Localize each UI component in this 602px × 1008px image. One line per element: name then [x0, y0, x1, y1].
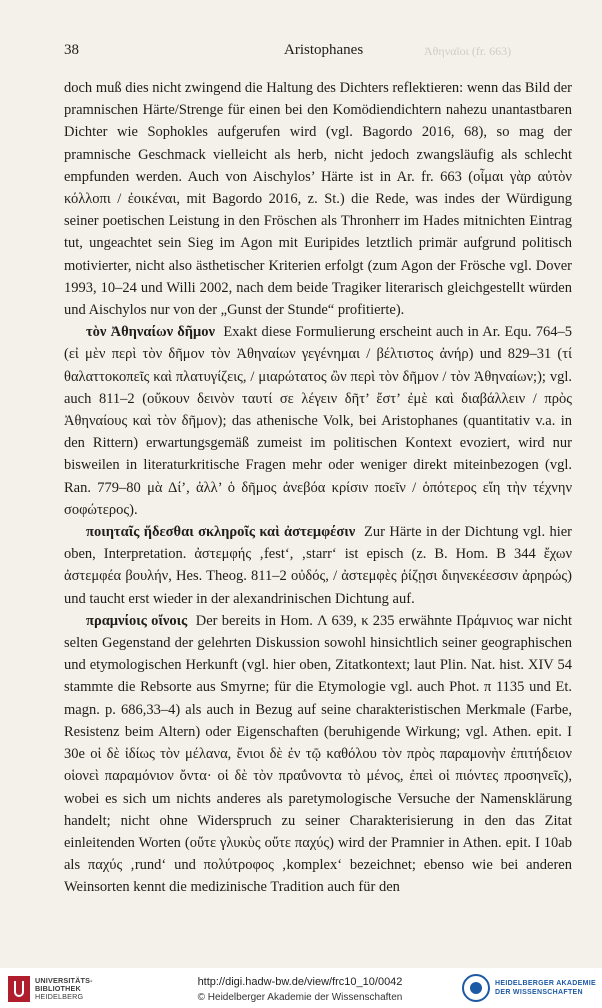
running-head: Aristophanes: [284, 42, 364, 58]
logo-line: HEIDELBERGER AKADEMIE: [495, 980, 596, 987]
lemma: πραμνίοις οἴνοις: [86, 612, 188, 629]
logo-line: UNIVERSITÄTS-: [35, 976, 93, 985]
university-library-logo[interactable]: [8, 974, 118, 1004]
show-through-text: Ἀθηναῖοι (fr. 663): [424, 44, 512, 58]
logo-line: DER WISSENSCHAFTEN: [495, 989, 583, 996]
academy-logo[interactable]: [462, 972, 598, 1004]
paragraph: [64, 521, 572, 610]
logo-line: BIBLIOTHEK: [35, 984, 81, 993]
page-number: 38: [64, 42, 79, 58]
paragraph-text: Der bereits in Hom. Λ 639, κ 235 erwähnte Πράμνιος war nicht selten Gegenstand der gelehrten Diskussion sowohl hinsichtlich seiner geographischen und etymologischen Herkunft (vgl. hier oben, Zitatkontext; laut Plin. Nat. hist. XIV 54 stammte die Rebsorte aus Smyrne; für die Etymologie vgl. auch Phot. π 1135 und Et. magn. p. 686,33–4) als auch in Bezug auf seine charakteristischen Merkmale (Farbe, Resistenz beim Altern) oder Eigenschaften (beruhigende Wirkung; vgl. Athen. epit. I 30e οἱ δὲ ἰδίως τὸν μέλανα, ἔνιοι δὲ ἐν τῷ καθόλου τὸν πρὸς παραμονὴν ἐπιτήδειον οἱονεὶ παραμόνιον ὄντα· οἱ δὲ τὸν πραΰνοντα τὸ μένος, ἐπεὶ οἱ πιόντες προσηνεῖς), wobei es sich um nichts anderes als paretymologische Versuche der Namensklärung handelt; nicht ohne Widerspruch zu seiner Charakterisierung in den das Zitat einleitenden Worten (οὔτε γλυκὺς οὔτε παχύς) wird der Pramnier in Athen. epit. I 10ab als παχύς ‚rund‘ und πολύτροφος ‚komplex‘ bezeichnet; ebenso wie bei anderen Weinsorten kennt die medizinische Tradition auch für den: [64, 612, 572, 896]
paragraph: [64, 77, 572, 321]
permalink[interactable]: http://digi.hadw-bw.de/view/frc10_10/0042: [197, 976, 403, 988]
paragraph-text: Zur Härte in der Dichtung vgl. hier oben, Interpretation. ἀστεμφής ‚fest‘, ‚starr‘ ist episch (z. B. Hom. B 344 ἔχων ἀστεμφέα βουλήν, Hes. Theog. 811–2 οὐδός, / ἀστεμφὲς ῥίζῃσι διηνεκέεσσιν ἀρηρώς) und taucht erst wieder in der alexandrinischen Dichtung auf.: [64, 524, 573, 607]
logo-line: HEIDELBERG: [35, 992, 84, 1001]
paragraph: [64, 610, 572, 899]
page-header: [64, 42, 574, 62]
ub-seal-icon: [8, 976, 30, 1002]
viewer-footer: [0, 968, 602, 1008]
paragraph: [64, 321, 572, 521]
lemma: ποιηταῖς ἥδεσθαι σκληροῖς καὶ ἀστεμφέσιν: [86, 524, 356, 541]
lemma: τὸν Ἀθηναίων δῆμον: [86, 324, 215, 341]
academy-seal-icon: [462, 974, 490, 1002]
commentary-text: [64, 77, 572, 899]
paragraph-text: doch muß dies nicht zwingend die Haltung des Dichters reflektieren: wenn das Bild der pramnischen Härte/Strenge für einen bei den Komödiendichtern nahezu unantastbaren Dichter wie Sophokles aufgerufen wird (vgl. Bagordo 2016, 68), so mag der pramnische Geschmack vielleicht als herb, nicht jedoch zwangsläufig als schlecht empfunden werden. Auch von Aischylos’ Härte ist in Ar. fr. 663 (οἶμαι γὰρ αὐτὸν κόλλοπι / ἐοικέναι, mit Bagordo 2016, z. St.) die Rede, was indes der Würdigung seiner poetischen Leistung in den Fröschen als Thronherr im Hades mitnichten Eintrag tut, ungeachtet sein Sieg im Agon mit Euripides letztlich primär aufgrund politisch motivierter, nicht also ästhetischer Kriterien erfolgt (zum Agon der Frösche vgl. Dover 1993, 10–24 und Willi 2002, nach dem beide Tragiker literarisch gleichgestellt würden und Aischylos nur von der „Gunst der Stunde“ profitierte).: [64, 80, 572, 319]
copyright-notice: © Heidelberger Akademie der Wissenschaften: [197, 992, 403, 1003]
paragraph-text: Exakt diese Formulierung erscheint auch in Ar. Equ. 764–5 (εἰ μὲν περὶ τὸν δῆμον τὸν Ἀθηναίων γεγένημαι / βέλτιστος ἀνήρ) und 829–31 (τί θαλαττοκοπεῖς καὶ πλατυγίζεις, / μιαρώτατος ὢν περὶ τὸν δῆμον / τὸν Ἀθηναίων;); vgl. auch 811–2 (οὔκουν δεινὸν ταυτί σε λέγειν δῆτ’ ἔστ’ ἐμὲ καὶ διαβάλλειν / πρὸς Ἀθηναίους καὶ τὸν δῆμον); das athenische Volk, bei Aristophanes (quantitativ v.a. in den Rittern) erwartungsgemäß zumeist im politischen Kontext evoziert, wird nur bisweilen in literaturkritische Fragen mehr oder weniger direkt miteinbezogen (vgl. Ran. 779–80 μὰ Δί’, ἀλλ’ ὁ δῆμος ἀνεβόα κρίσιν ποεῖν / ὁπότερος εἴη τὴν τέχνην σοφώτερος).: [64, 324, 573, 518]
